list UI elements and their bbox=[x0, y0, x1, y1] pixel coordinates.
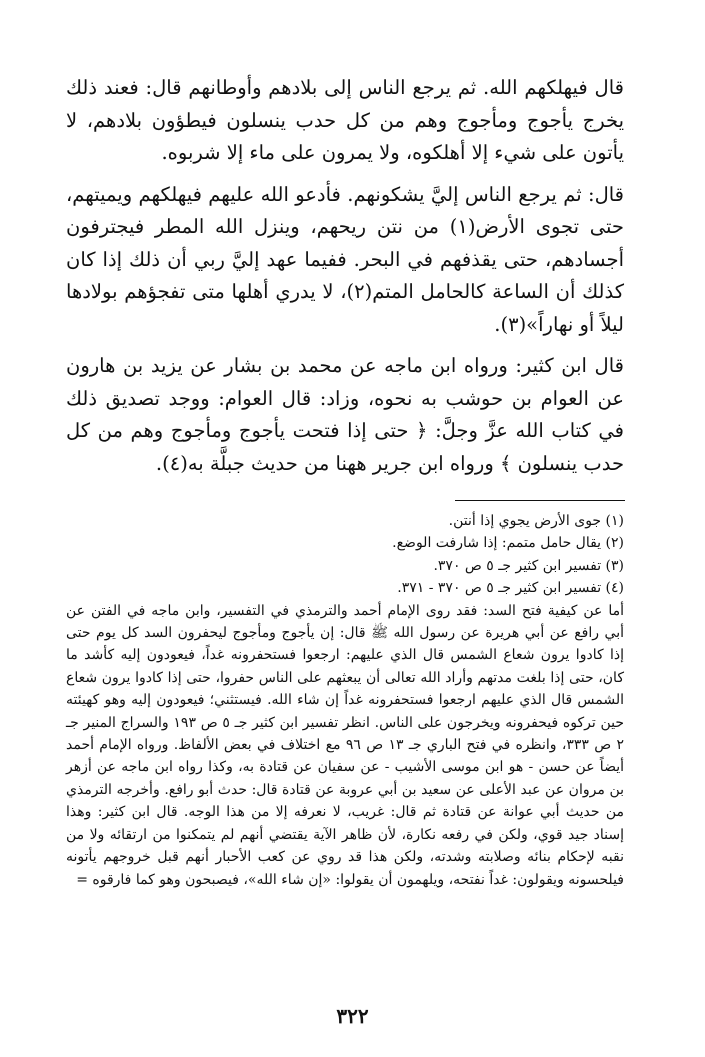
footnote-4: (٤) تفسير ابن كثير جـ ٥ ص ٣٧٠ - ٣٧١. bbox=[397, 580, 624, 597]
footnote-separator bbox=[455, 500, 625, 501]
footnote-2: (٢) يقال حامل متمم: إذا شارفت الوضع. bbox=[392, 535, 624, 552]
paragraph-3: قال ابن كثير: ورواه ابن ماجه عن محمد بن بشار عن يزيد بن هارون عن العوام بن حوشب به نحوه، وزاد: قال العوام: ووجد تصديق ذلك في كتاب الله عزَّ وجلَّ: ﴿ حتى إذا فتحت يأجوج ومأجوج وهم من كل حدب ينسلون ﴾ ورواه ابن جرير ههنا من حديث جبلَّة به(٤). bbox=[66, 354, 624, 475]
footnote-3: (٣) تفسير ابن كثير جـ ٥ ص ٣٧٠. bbox=[433, 557, 624, 574]
page-number: ٣٢٢ bbox=[336, 1004, 369, 1028]
paragraph-2: قال: ثم يرجع الناس إليَّ يشكونهم. فأدعو الله عليهم فيهلكهم ويميتهم، حتى تجوى الأرض(١) من نتن ريحهم، وينزل الله المطر فيجترفون أجسادهم، حتى يقذفهم في البحر. ففيما عهد إليَّ ربي أن ذلك إذا كان كذلك أن الساعة كالحامل المتم(٢)، لا يدري أهلها متى تفجؤهم بولادها ليلاً أو نهاراً»(٣). bbox=[66, 182, 624, 336]
footnotes bbox=[66, 510, 624, 891]
paragraph-1: قال فيهلكهم الله. ثم يرجع الناس إلى بلادهم وأوطانهم قال: فعند ذلك يخرج يأجوج ومأجوج وهم من كل حدب ينسلون فيطؤون بلادهم، لا يأتون على شيء إلا أهلكوه، ولا يمرون على ماء إلا شربوه. bbox=[66, 76, 624, 164]
footnote-long-note: أما عن كيفية فتح السد: فقد روى الإمام أحمد والترمذي في التفسير، وابن ماجه في الفتن عن أبي رافع عن أبي هريرة عن رسول الله ﷺ قال: إن يأجوج ومأجوج ليحفرون السد كل يوم حتى إذا كادوا يرون شعاع الشمس قال الذي عليهم: ارجعوا فستحفرونه غداً، فيعودون إليه كأشد ما كان، حتى إذا بلغت مدتهم وأراد الله تعالى أن يبعثهم على الناس حفروا، حتى إذا كادوا يرون شعاع الشمس قال الذي عليهم ارجعوا فستحفرونه غداً إن شاء الله. فيستثني؛ فيعودون إليه وهو كهيئته حين تركوه فيحفرونه ويخرجون على الناس. انظر تفسير ابن كثير جـ ٥ ص ١٩٣ والسراج المنير جـ ٢ ص ٣٣٣، وانظره في فتح الباري جـ ١٣ ص ٩٦ مع اختلاف في بعض الألفاظ. ورواه الإمام أحمد أيضاً عن حسن - هو ابن موسى الأشيب - عن سفيان عن قتادة به، وكذا رواه ابن ماجه عن أزهر بن مروان عن عبد الأعلى عن سعيد بن أبي عروبة عن قتادة قال: حدث أبو رافع. وأخرجه الترمذي من حديث أبي عوانة عن قتادة ثم قال: غريب، لا نعرفه إلا من هذا الوجه. قال ابن كثير: وهذا إسناد جيد قوي، ولكن في رفعه نكارة، لأن ظاهر الآية يقتضي أنهم لم يتمكنوا من ارتقائه ولا من نقبه لإحكام بنائه وصلابته وشدته، ولكن هذا قد روي عن كعب الأحبار أنهم قبل خروجهم يأتونه فيلحسونه ويقولون: غداً نفتحه، ويلهمون أن يقولوا: «إن شاء الله»، فيصبحون وهو كما فارقوه = bbox=[66, 602, 625, 888]
footnote-1: (١) جوى الأرض يجوي إذا أنتن. bbox=[448, 513, 624, 529]
main-text bbox=[66, 72, 624, 489]
